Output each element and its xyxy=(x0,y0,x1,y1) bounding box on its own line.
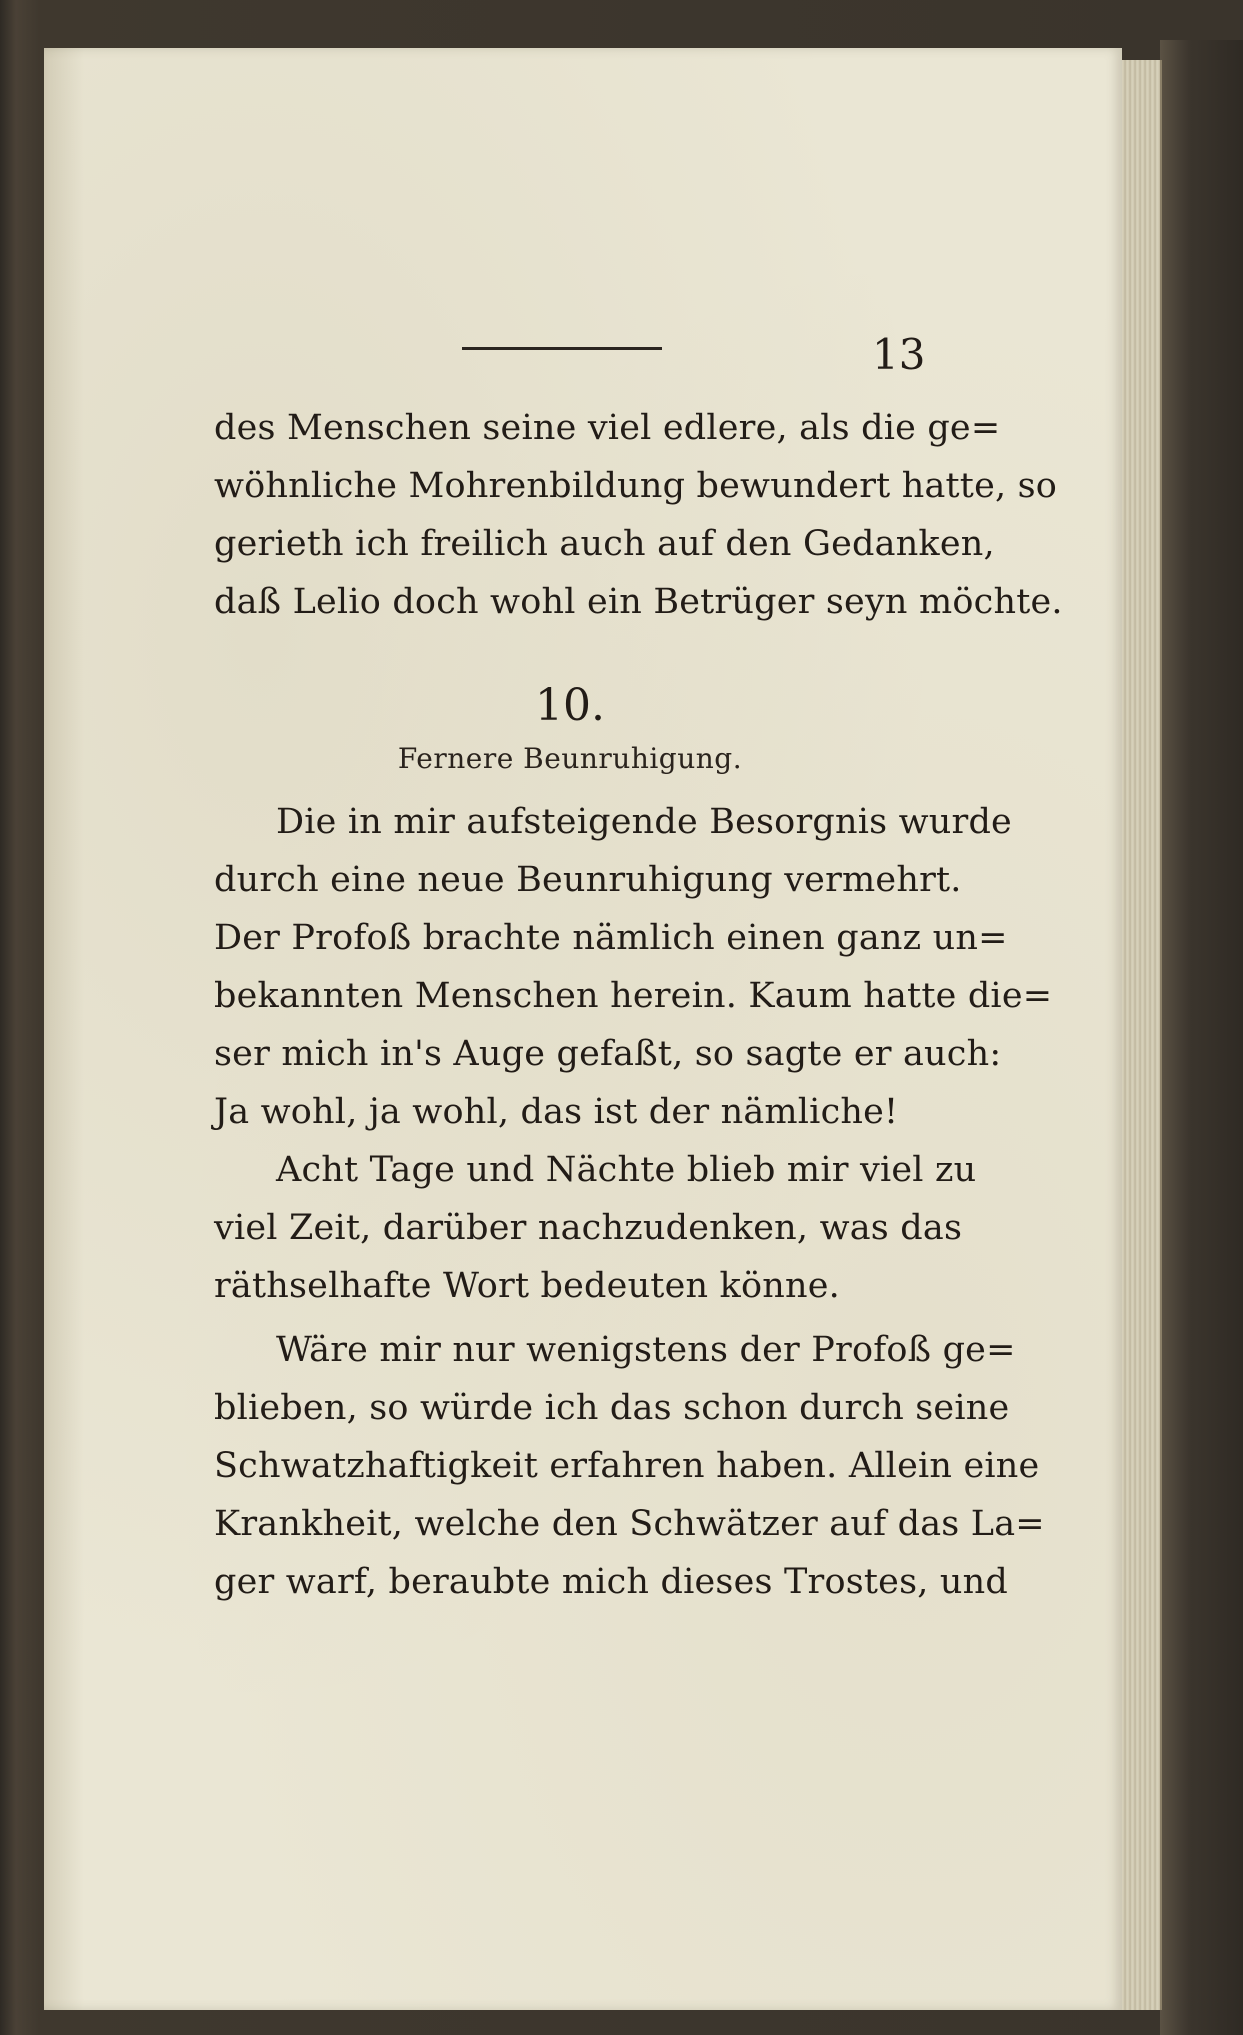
text-line: räthselhafte Wort bedeuten könne. xyxy=(214,1266,840,1306)
text-line: des Menschen seine viel edlere, als die ge= xyxy=(214,408,1001,448)
text-line: blieben, so würde ich das schon durch seine xyxy=(214,1388,1010,1428)
text-line: Krankheit, welche den Schwätzer auf das La= xyxy=(214,1504,1045,1544)
page-stack-edge xyxy=(1122,60,1162,2010)
page-number: 13 xyxy=(872,330,926,379)
text-line: viel Zeit, darüber nachzudenken, was das xyxy=(214,1208,963,1248)
text-line: gerieth ich freilich auch auf den Gedanken, xyxy=(214,524,995,564)
text-line: durch eine neue Beunruhigung vermehrt. xyxy=(214,860,962,900)
text-line: Schwatzhaftigkeit erfahren haben. Allein eine xyxy=(214,1446,1040,1486)
text-line: bekannten Menschen herein. Kaum hatte die= xyxy=(214,976,1053,1016)
text-line: ger warf, beraubte mich dieses Trostes, und xyxy=(214,1562,1008,1602)
text-line: Ja wohl, ja wohl, das ist der nämliche! xyxy=(214,1092,899,1132)
section-title: Fernere Beunruhigung. xyxy=(397,742,743,775)
book-cover-edge xyxy=(1160,40,1243,2035)
text-line: Die in mir aufsteigende Besorgnis wurde xyxy=(276,802,1012,842)
text-line: ser mich in's Auge gefaßt, so sagte er auch: xyxy=(214,1034,1002,1074)
text-line: Der Profoß brachte nämlich einen ganz un= xyxy=(214,918,1008,958)
text-line: Wäre mir nur wenigstens der Profoß ge= xyxy=(276,1330,1016,1370)
text-line: wöhnliche Mohrenbildung bewundert hatte, so xyxy=(214,466,1058,506)
page-text xyxy=(214,0,1063,2035)
text-line: Acht Tage und Nächte blieb mir viel zu xyxy=(276,1150,977,1190)
text-line: daß Lelio doch wohl ein Betrüger seyn möchte. xyxy=(214,582,1063,622)
section-number: 10. xyxy=(535,680,605,731)
